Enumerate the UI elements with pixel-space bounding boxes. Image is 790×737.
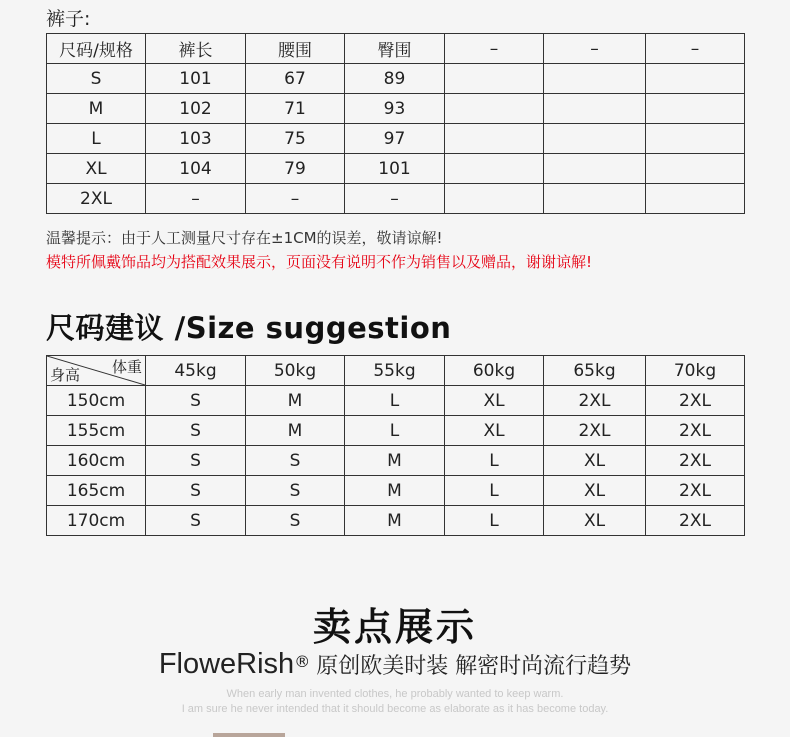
pants-cell (646, 64, 745, 94)
pants-header-row (47, 34, 745, 64)
pants-header-cell: – (646, 34, 745, 64)
pants-cell (646, 154, 745, 184)
table-row (47, 154, 745, 184)
pants-cell: 93 (345, 94, 445, 124)
pants-cell: 89 (345, 64, 445, 94)
size-cell: 2XL (646, 416, 745, 446)
weight-header-cell: 45kg (146, 356, 246, 386)
pants-cell: M (47, 94, 146, 124)
size-cell: S (146, 416, 246, 446)
pants-cell (646, 124, 745, 154)
pants-size-table (46, 33, 745, 214)
pants-cell: 97 (345, 124, 445, 154)
pants-cell: S (47, 64, 146, 94)
pants-header-cell: 裤长 (146, 34, 246, 64)
size-cell: S (246, 476, 345, 506)
size-cell: XL (544, 446, 646, 476)
size-header-row (47, 356, 745, 386)
pants-header-cell: 臀围 (345, 34, 445, 64)
height-axis-label: 身高 (50, 366, 81, 384)
size-suggestion-table (46, 355, 745, 536)
pants-header-cell: 尺码/规格 (47, 34, 146, 64)
size-cell: M (345, 446, 445, 476)
pants-cell (544, 94, 646, 124)
selling-points-title: 卖点展示 (312, 605, 477, 649)
height-cell: 165cm (47, 476, 146, 506)
brand-name: FloweRish (158, 648, 295, 680)
table-row (47, 476, 745, 506)
pants-cell: 101 (146, 64, 246, 94)
registered-mark: ® (294, 651, 311, 671)
table-row (47, 94, 745, 124)
pants-section-label: 裤子: (46, 8, 91, 30)
table-row (47, 506, 745, 536)
pants-cell: XL (47, 154, 146, 184)
product-photo-edge (213, 733, 285, 737)
pants-cell: 2XL (47, 184, 146, 214)
size-cell: M (246, 416, 345, 446)
pants-cell: 104 (146, 154, 246, 184)
size-cell: XL (445, 386, 544, 416)
size-cell: S (146, 476, 246, 506)
table-row (47, 124, 745, 154)
pants-cell: 101 (345, 154, 445, 184)
size-cell: XL (544, 506, 646, 536)
size-cell: L (345, 416, 445, 446)
pants-cell (445, 154, 544, 184)
pants-cell: L (47, 124, 146, 154)
pants-cell: – (246, 184, 345, 214)
weight-header-cell: 55kg (345, 356, 445, 386)
size-cell: L (345, 386, 445, 416)
weight-axis-label: 体重 (111, 358, 142, 376)
size-cell: 2XL (646, 446, 745, 476)
pants-cell (445, 184, 544, 214)
pants-header-cell: – (544, 34, 646, 64)
pants-cell (646, 94, 745, 124)
pants-cell (445, 94, 544, 124)
height-cell: 155cm (47, 416, 146, 446)
size-cell: L (445, 506, 544, 536)
english-tagline-2: I am sure he never intended that it should become as elaborate as it has become today. (181, 703, 609, 715)
size-cell: XL (544, 476, 646, 506)
pants-cell: 67 (246, 64, 345, 94)
size-cell: S (246, 446, 345, 476)
height-cell: 160cm (47, 446, 146, 476)
pants-cell (445, 124, 544, 154)
table-row (47, 184, 745, 214)
size-cell: S (246, 506, 345, 536)
tolerance-note: 温馨提示：由于人工测量尺寸存在±1CM的误差，敬请谅解! (46, 229, 443, 247)
table-row (47, 446, 745, 476)
size-cell: M (345, 476, 445, 506)
pants-cell (544, 64, 646, 94)
size-cell: L (445, 476, 544, 506)
english-tagline-1: When early man invented clothes, he probably wanted to keep warm. (226, 688, 564, 700)
pants-header-cell: 腰围 (246, 34, 345, 64)
size-cell: S (146, 446, 246, 476)
table-row (47, 416, 745, 446)
pants-cell (544, 124, 646, 154)
brand-slogan: 原创欧美时装 解密时尚流行趋势 (316, 654, 632, 679)
size-cell: S (146, 386, 246, 416)
size-cell: 2XL (646, 476, 745, 506)
pants-cell: 75 (246, 124, 345, 154)
size-suggestion-title: 尺码建议 /Size suggestion (46, 311, 452, 345)
size-cell: 2XL (646, 506, 745, 536)
size-cell: M (345, 506, 445, 536)
size-cell: 2XL (544, 416, 646, 446)
size-cell: S (146, 506, 246, 536)
height-cell: 150cm (47, 386, 146, 416)
size-cell: M (246, 386, 345, 416)
corner-header-cell (47, 356, 146, 386)
table-row (47, 386, 745, 416)
table-row (47, 64, 745, 94)
height-cell: 170cm (47, 506, 146, 536)
weight-header-cell: 70kg (646, 356, 745, 386)
pants-cell: 79 (246, 154, 345, 184)
weight-header-cell: 60kg (445, 356, 544, 386)
size-cell: 2XL (544, 386, 646, 416)
pants-cell (646, 184, 745, 214)
pants-cell (544, 184, 646, 214)
brand-line (0, 648, 790, 681)
pants-cell: 102 (146, 94, 246, 124)
pants-cell: 71 (246, 94, 345, 124)
size-cell: L (445, 446, 544, 476)
disclaimer-note: 模特所佩戴饰品均为搭配效果展示，页面没有说明不作为销售以及赠品，谢谢谅解! (46, 253, 593, 271)
pants-header-cell: – (445, 34, 544, 64)
weight-header-cell: 50kg (246, 356, 345, 386)
pants-cell: – (146, 184, 246, 214)
pants-cell: – (345, 184, 445, 214)
pants-cell (445, 64, 544, 94)
pants-cell (544, 154, 646, 184)
weight-header-cell: 65kg (544, 356, 646, 386)
size-cell: XL (445, 416, 544, 446)
size-cell: 2XL (646, 386, 745, 416)
pants-cell: 103 (146, 124, 246, 154)
